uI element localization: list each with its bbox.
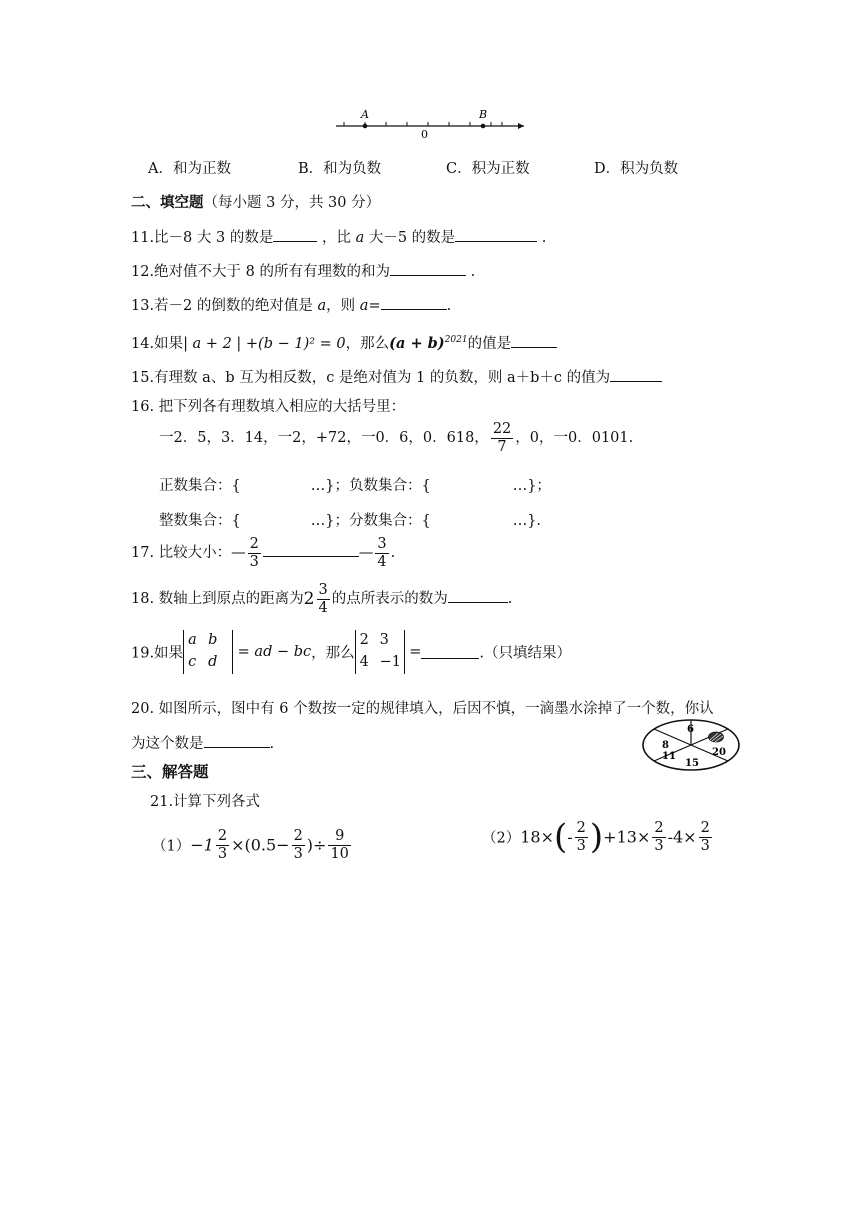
section-2-heading	[131, 191, 380, 212]
q16-fraction	[491, 421, 513, 455]
q21-part-2: （2）18×(- $\frac{2}{3}$ )+13× $\frac{2}{3}$ -4× $\frac{2}{3}$	[482, 817, 710, 858]
q17-blank[interactable]	[263, 542, 359, 557]
q16-frac-den: 7	[497, 438, 507, 455]
q11-blank-2[interactable]	[455, 227, 537, 242]
q18-suffix: 的点所表示的数为	[331, 591, 448, 608]
fraction-set-close: …}.	[512, 513, 542, 529]
integer-set-close: …}；	[310, 513, 349, 529]
section-3-title: 三、解答题	[131, 762, 209, 781]
q19-blank[interactable]	[421, 644, 479, 659]
q11-text-1: 11.比－8 大 3 的数是	[131, 230, 274, 246]
q13-text-3: =	[368, 298, 381, 314]
q13-var-2: a	[359, 298, 369, 314]
q17-prefix: 17. 比较大小：—	[131, 545, 246, 562]
q21-part-1-label: （1）	[152, 838, 191, 855]
option-a: A．和为正数	[148, 161, 231, 177]
section-2-note: （每小题 3 分，共 30 分）	[203, 195, 381, 211]
q19-m-c: c	[188, 653, 197, 670]
q20-blank[interactable]	[204, 733, 270, 748]
q19-equation: = ad − bc	[237, 643, 312, 660]
q15-blank[interactable]	[610, 367, 662, 382]
q19-prefix: 19.如果	[131, 645, 184, 662]
q11-var: a	[355, 230, 365, 246]
q15-text: 15.有理数 a、b 互为相反数，c 是绝对值为 1 的负数，则 a＋b＋c 的值为	[131, 370, 611, 386]
q19-m-b: b	[208, 632, 218, 648]
q16-frac-num: 22	[492, 421, 512, 437]
negative-set-close: …}；	[512, 478, 551, 494]
q16-list-a: 一2．5，3．14，一2，+72，一0．6，0．618，	[159, 430, 489, 447]
q14-suffix: 的值是	[467, 336, 512, 352]
origin-label: 0	[421, 128, 428, 140]
integer-set-label: 整数集合：{	[159, 513, 241, 529]
q19-n-3: 4	[359, 653, 369, 670]
q17-b-num: 3	[377, 536, 387, 552]
fraction-set-label: 分数集合：{	[348, 513, 431, 529]
q17-end: .	[390, 545, 396, 562]
q14-expression-2: (a + b)	[389, 335, 445, 352]
q17-frac-a	[248, 536, 261, 570]
number-line-figure	[330, 104, 530, 140]
positive-set-label: 正数集合：{	[159, 478, 241, 494]
question-19	[131, 630, 571, 674]
positive-set	[159, 474, 551, 495]
q13-text-2: ，则	[326, 298, 360, 314]
q20-line-2-text: 为这个数是	[131, 736, 204, 752]
q12-blank[interactable]	[390, 261, 466, 276]
negative-set-label: 负数集合：{	[348, 478, 431, 494]
q14-exponent: 2021	[444, 335, 468, 346]
q19-determinant-1	[183, 630, 233, 674]
q12-end: .	[470, 264, 476, 280]
q14-mid: ，那么	[345, 336, 390, 352]
q21-part-1: （1）−1 $\frac{2}{3}$ ×(0.5− $\frac{2}{3}$ )÷ $\frac{9}{10}$	[152, 828, 349, 862]
q14-prefix: 14.如果	[131, 336, 184, 352]
q18-end: .	[507, 591, 513, 608]
option-c: C．积为正数	[446, 161, 530, 177]
section-2-title: 二、填空题	[131, 194, 204, 211]
figure-number-11: 11	[662, 751, 676, 762]
figure-number-15: 15	[685, 758, 699, 769]
q14-expression: | a + 2 | +(b − 1)² = 0	[183, 336, 346, 352]
q19-n-4: −1	[379, 653, 402, 670]
figure-number-6: 6	[687, 724, 694, 735]
q20-end: .	[269, 736, 275, 752]
point-a-label: A	[361, 108, 369, 121]
question-14	[131, 332, 557, 353]
question-18	[131, 582, 512, 616]
q17-a-num: 2	[249, 536, 259, 552]
integer-set	[159, 509, 541, 530]
q18-num: 3	[318, 582, 328, 598]
q19-m-a: a	[188, 632, 197, 648]
option-b: B．和为负数	[298, 161, 382, 177]
point-b-label: B	[479, 108, 488, 121]
question-20-line-1: 20. 如图所示，图中有 6 个数按一定的规律填入，后因不慎，一滴墨水涂掉了一个数，你认	[131, 701, 714, 717]
q13-var: a	[317, 298, 327, 314]
q13-blank[interactable]	[381, 295, 447, 310]
q13-end: .	[446, 298, 452, 314]
option-d: D．积为负数	[594, 161, 679, 177]
question-15	[131, 366, 662, 387]
q16-list-b: ，0，一0．0101.	[515, 430, 634, 447]
q19-determinant-2	[355, 630, 405, 674]
q17-dash: —	[358, 545, 374, 562]
q11-end: .	[541, 230, 547, 246]
question-13	[131, 294, 451, 315]
q19-mid: ，那么	[311, 645, 355, 662]
q18-den: 4	[318, 599, 328, 616]
positive-set-close: …}；	[310, 478, 349, 494]
q11-text-3: 大－5 的数是	[364, 230, 456, 246]
q17-a-den: 3	[249, 553, 259, 570]
question-12	[131, 260, 475, 281]
q17-frac-b	[375, 536, 388, 570]
figure-number-20: 20	[712, 747, 726, 758]
question-17	[131, 536, 395, 570]
q19-equals: =	[409, 643, 422, 660]
question-16-list	[159, 421, 633, 455]
q19-m-d: d	[208, 653, 218, 670]
q19-n-2: 3	[379, 632, 389, 648]
q18-prefix: 18. 数轴上到原点的距离为	[131, 591, 304, 608]
q21-part-2-label: （2）	[482, 830, 521, 847]
question-20-line-2	[131, 732, 274, 753]
question-11	[131, 226, 546, 247]
q13-text-1: 13.若－2 的倒数的绝对值是	[131, 298, 318, 314]
q12-text: 12.绝对值不大于 8 的所有有理数的和为	[131, 264, 391, 280]
q11-text-2: ，比	[321, 230, 356, 246]
q17-b-den: 4	[377, 553, 387, 570]
question-21-stem: 21.计算下列各式	[150, 794, 261, 810]
q19-n-1: 2	[359, 632, 369, 648]
q11-blank-1[interactable]	[273, 227, 317, 242]
q18-whole: 2	[303, 589, 315, 610]
q18-frac	[317, 582, 330, 616]
q14-blank[interactable]	[511, 333, 557, 348]
q18-blank[interactable]	[448, 588, 508, 603]
figure-number-8: 8	[662, 740, 669, 751]
ellipse-number-figure	[640, 716, 742, 774]
question-16-stem: 16. 把下列各有理数填入相应的大括号里：	[131, 399, 406, 415]
q19-suffix: .（只填结果）	[479, 645, 572, 662]
